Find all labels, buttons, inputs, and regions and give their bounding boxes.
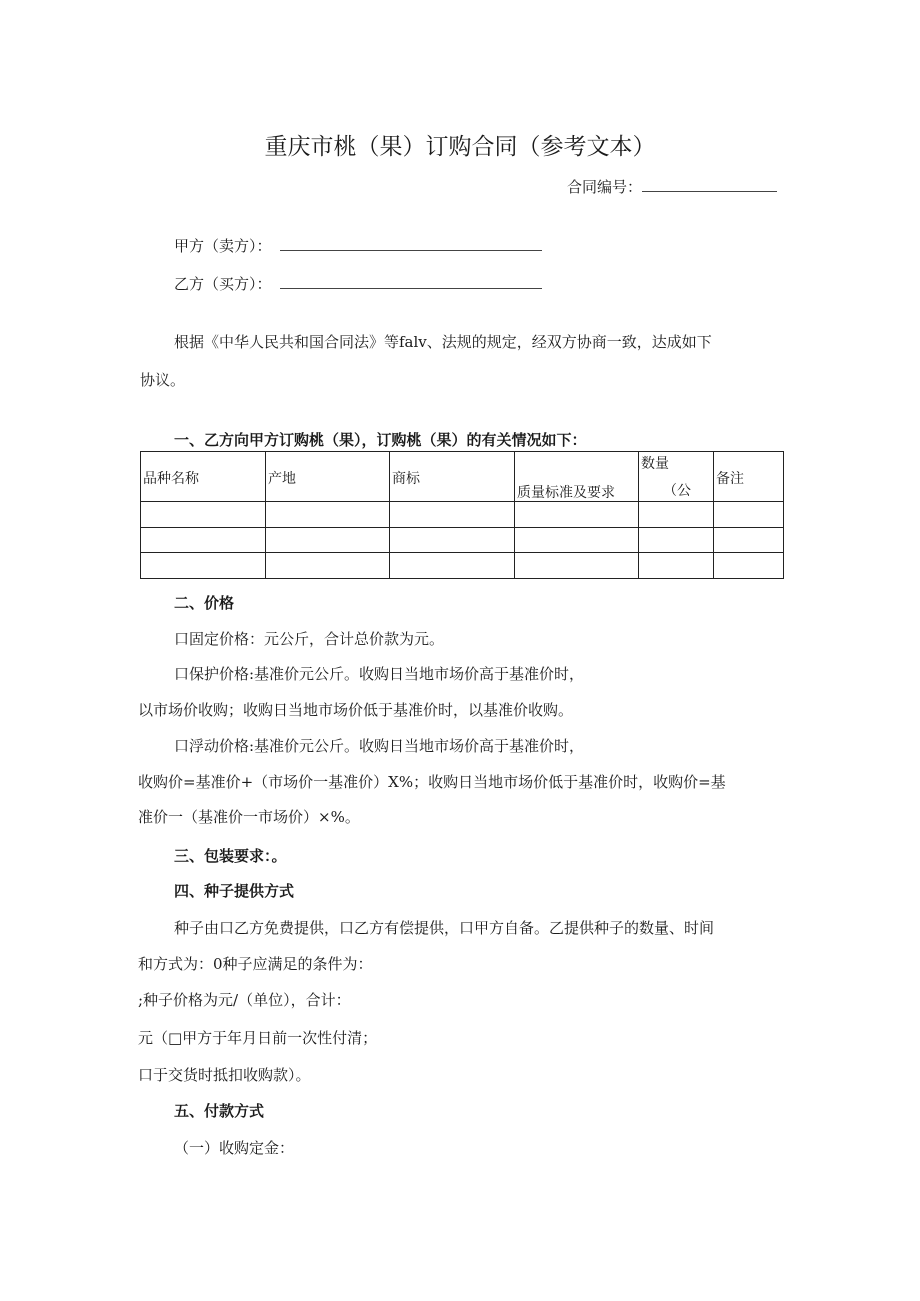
table-row [141, 553, 784, 579]
intro-paragraph-line2: 协议。 [140, 371, 186, 389]
table-cell[interactable] [390, 502, 515, 528]
price-float-text-2: 准价一（基准价一市场价）×%。 [138, 808, 360, 826]
contract-number-field[interactable] [642, 177, 777, 192]
party-b-field[interactable] [280, 274, 542, 289]
seed-text-5: 口于交货时抵扣收购款）。 [138, 1066, 311, 1084]
table-row [141, 527, 784, 553]
party-a [174, 235, 542, 256]
table-cell[interactable] [266, 553, 390, 579]
section2-heading: 二、价格 [174, 594, 235, 612]
table-cell[interactable] [266, 502, 390, 528]
party-a-field[interactable] [280, 236, 542, 251]
contract-number-label: 合同编号： [567, 178, 643, 196]
table-row [141, 502, 784, 528]
section1-heading: 一、乙方向甲方订购桃（果），订购桃（果）的有关情况如下： [174, 431, 587, 449]
table-cell[interactable] [390, 553, 515, 579]
deposit-label: （一）收购定金： [174, 1139, 295, 1157]
table-cell[interactable] [515, 502, 639, 528]
table-cell[interactable] [141, 553, 266, 579]
table-cell[interactable] [714, 502, 784, 528]
table-header-row [141, 452, 784, 502]
table-cell[interactable] [141, 527, 266, 553]
price-fixed-option[interactable]: 口固定价格：元公斤，合计总价款为元。 [174, 630, 445, 648]
party-b-label: 乙方（买方）： [174, 275, 272, 293]
price-protect-option[interactable]: 口保护价格:基准价元公斤。收购日当地市场价高于基准价时， [174, 665, 585, 683]
table-cell[interactable] [390, 527, 515, 553]
section5-heading: 五、付款方式 [174, 1102, 265, 1120]
seed-text-1: 种子由口乙方免费提供，口乙方有偿提供，口甲方自备。乙提供种子的数量、时间 [174, 919, 715, 937]
table-cell[interactable] [714, 527, 784, 553]
seed-text-3: ;种子价格为元/（单位），合计： [138, 991, 351, 1009]
header-variety: 品种名称 [141, 452, 266, 502]
price-float-text-1: 收购价=基准价+（市场价一基准价）X%；收购日当地市场价低于基准价时，收购价=基 [138, 773, 726, 791]
price-float-option[interactable]: 口浮动价格:基准价元公斤。收购日当地市场价高于基准价时， [174, 737, 585, 755]
header-brand: 商标 [390, 452, 515, 502]
seed-text-2: 和方式为：0种子应满足的条件为： [138, 955, 373, 973]
section3-heading: 三、包装要求：。 [174, 847, 287, 865]
contract-number [567, 176, 777, 197]
header-quality: 质量标准及要求 [515, 452, 639, 502]
table-cell[interactable] [639, 553, 714, 579]
header-origin: 产地 [266, 452, 390, 502]
table-cell[interactable] [714, 553, 784, 579]
table-cell[interactable] [515, 553, 639, 579]
table-cell[interactable] [266, 527, 390, 553]
table-cell[interactable] [639, 527, 714, 553]
product-table [140, 451, 784, 579]
party-b [174, 273, 542, 294]
document-title: 重庆市桃（果）订购合同（参考文本） [264, 134, 656, 160]
header-quantity: 数量 （公 [639, 452, 714, 502]
header-remarks: 备注 [714, 452, 784, 502]
table-cell[interactable] [639, 502, 714, 528]
section4-heading: 四、种子提供方式 [174, 882, 295, 900]
table-cell[interactable] [515, 527, 639, 553]
table-cell[interactable] [141, 502, 266, 528]
party-a-label: 甲方（卖方）： [174, 237, 272, 255]
price-protect-text: 以市场价收购；收购日当地市场价低于基准价时，以基准价收购。 [138, 701, 574, 719]
intro-paragraph-line1: 根据《中华人民共和国合同法》等falv、法规的规定，经双方协商一致，达成如下 [174, 333, 712, 351]
seed-text-4: 元（□甲方于年月日前一次性付清； [138, 1029, 378, 1047]
